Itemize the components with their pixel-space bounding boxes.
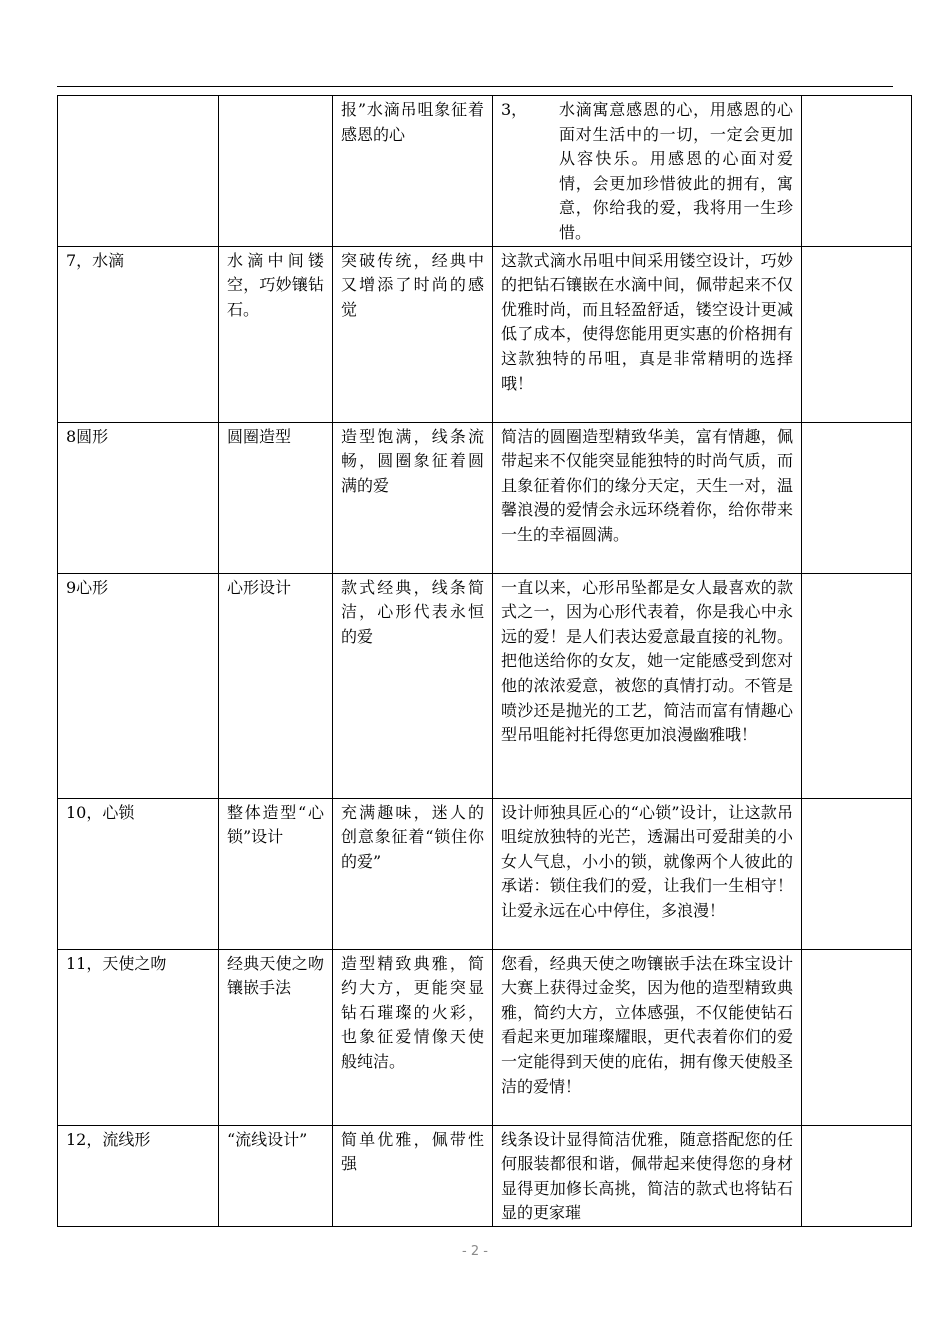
extra-cell	[802, 96, 912, 247]
pendant-design-table	[57, 95, 912, 1227]
shape-cell: 10，心锁	[58, 798, 219, 949]
table-row	[58, 422, 912, 573]
shape-cell	[58, 96, 219, 247]
table-row	[58, 246, 912, 422]
meaning-cell: 款式经典，线条简洁，心形代表永恒的爱	[333, 573, 493, 798]
meaning-cell: 造型精致典雅，简约大方，更能突显钻石璀璨的火彩，也象征爱情像天使般纯洁。	[333, 949, 493, 1125]
meaning-cell: 简单优雅，佩带性强	[333, 1125, 493, 1226]
extra-cell	[802, 422, 912, 573]
feature-cell: 心形设计	[219, 573, 333, 798]
feature-cell	[219, 96, 333, 247]
shape-cell: 8圆形	[58, 422, 219, 573]
meaning-cell: 报”水滴吊咀象征着感恩的心	[333, 96, 493, 247]
shape-cell: 11，天使之吻	[58, 949, 219, 1125]
feature-cell: “流线设计”	[219, 1125, 333, 1226]
feature-cell: 经典天使之吻镶嵌手法	[219, 949, 333, 1125]
feature-cell: 水滴中间镂空，巧妙镶钻石。	[219, 246, 333, 422]
table-row	[58, 96, 912, 247]
extra-cell	[802, 798, 912, 949]
meaning-cell: 造型饱满，线条流畅，圆圈象征着圆满的爱	[333, 422, 493, 573]
meaning-cell: 充满趣味，迷人的创意象征着“锁住你的爱”	[333, 798, 493, 949]
extra-cell	[802, 573, 912, 798]
extra-cell	[802, 949, 912, 1125]
description-cell: 简洁的圆圈造型精致华美，富有情趣，佩带起来不仅能突显能独特的时尚气质，而且象征着你们的缘分天定，天生一对，温馨浪漫的爱情会永远环绕着你，给你带来一生的幸福圆满。	[493, 422, 802, 573]
description-cell	[493, 96, 802, 247]
description-cell: 这款式滴水吊咀中间采用镂空设计，巧妙的把钻石镶嵌在水滴中间，佩带起来不仅优雅时尚，而且轻盈舒适，镂空设计更减低了成本，使得您能用更实惠的价格拥有这款独特的吊咀，真是非常精明的选择哦！	[493, 246, 802, 422]
table-row	[58, 798, 912, 949]
description-cell: 您看，经典天使之吻镶嵌手法在珠宝设计大赛上获得过金奖，因为他的造型精致典雅，简约大方，立体感强，不仅能使钻石看起来更加璀璨耀眼，更代表着你们的爱一定能得到天使的庇佑，拥有像天使般圣洁的爱情！	[493, 949, 802, 1125]
shape-cell: 7，水滴	[58, 246, 219, 422]
shape-cell: 9心形	[58, 573, 219, 798]
extra-cell	[802, 246, 912, 422]
item-text: 水滴寓意感恩的心，用感恩的心面对生活中的一切，一定会更加从容快乐。用感恩的心面对爱情，会更加珍惜彼此的拥有，寓意，你给我的爱，我将用一生珍惜。	[559, 100, 793, 242]
table-row	[58, 1125, 912, 1226]
table-row	[58, 573, 912, 798]
meaning-cell: 突破传统，经典中又增添了时尚的感觉	[333, 246, 493, 422]
table-row	[58, 949, 912, 1125]
feature-cell: 圆圈造型	[219, 422, 333, 573]
numbered-item	[501, 98, 793, 246]
page-number: - 2 -	[462, 1244, 488, 1259]
description-cell: 设计师独具匠心的“心锁”设计，让这款吊咀绽放独特的光芒，透漏出可爱甜美的小女人气息，小小的锁，就像两个人彼此的承诺：锁住我们的爱，让我们一生相守！让爱永远在心中停住，多浪漫！	[493, 798, 802, 949]
description-cell: 一直以来，心形吊坠都是女人最喜欢的款式之一，因为心形代表着，你是我心中永远的爱！是人们表达爱意最直接的礼物。把他送给你的女友，她一定能感受到您对他的浓浓爱意，被您的真情打动。不管是喷沙还是抛光的工艺，简洁而富有情趣心型吊咀能衬托得您更加浪漫幽雅哦！	[493, 573, 802, 798]
description-cell: 线条设计显得简洁优雅，随意搭配您的任何服装都很和谐，佩带起来使得您的身材显得更加修长高挑，简洁的款式也将钻石显的更家璀	[493, 1125, 802, 1226]
shape-cell: 12，流线形	[58, 1125, 219, 1226]
header-rule	[57, 86, 893, 87]
feature-cell: 整体造型“心锁”设计	[219, 798, 333, 949]
item-number: 3，	[501, 100, 528, 119]
extra-cell	[802, 1125, 912, 1226]
